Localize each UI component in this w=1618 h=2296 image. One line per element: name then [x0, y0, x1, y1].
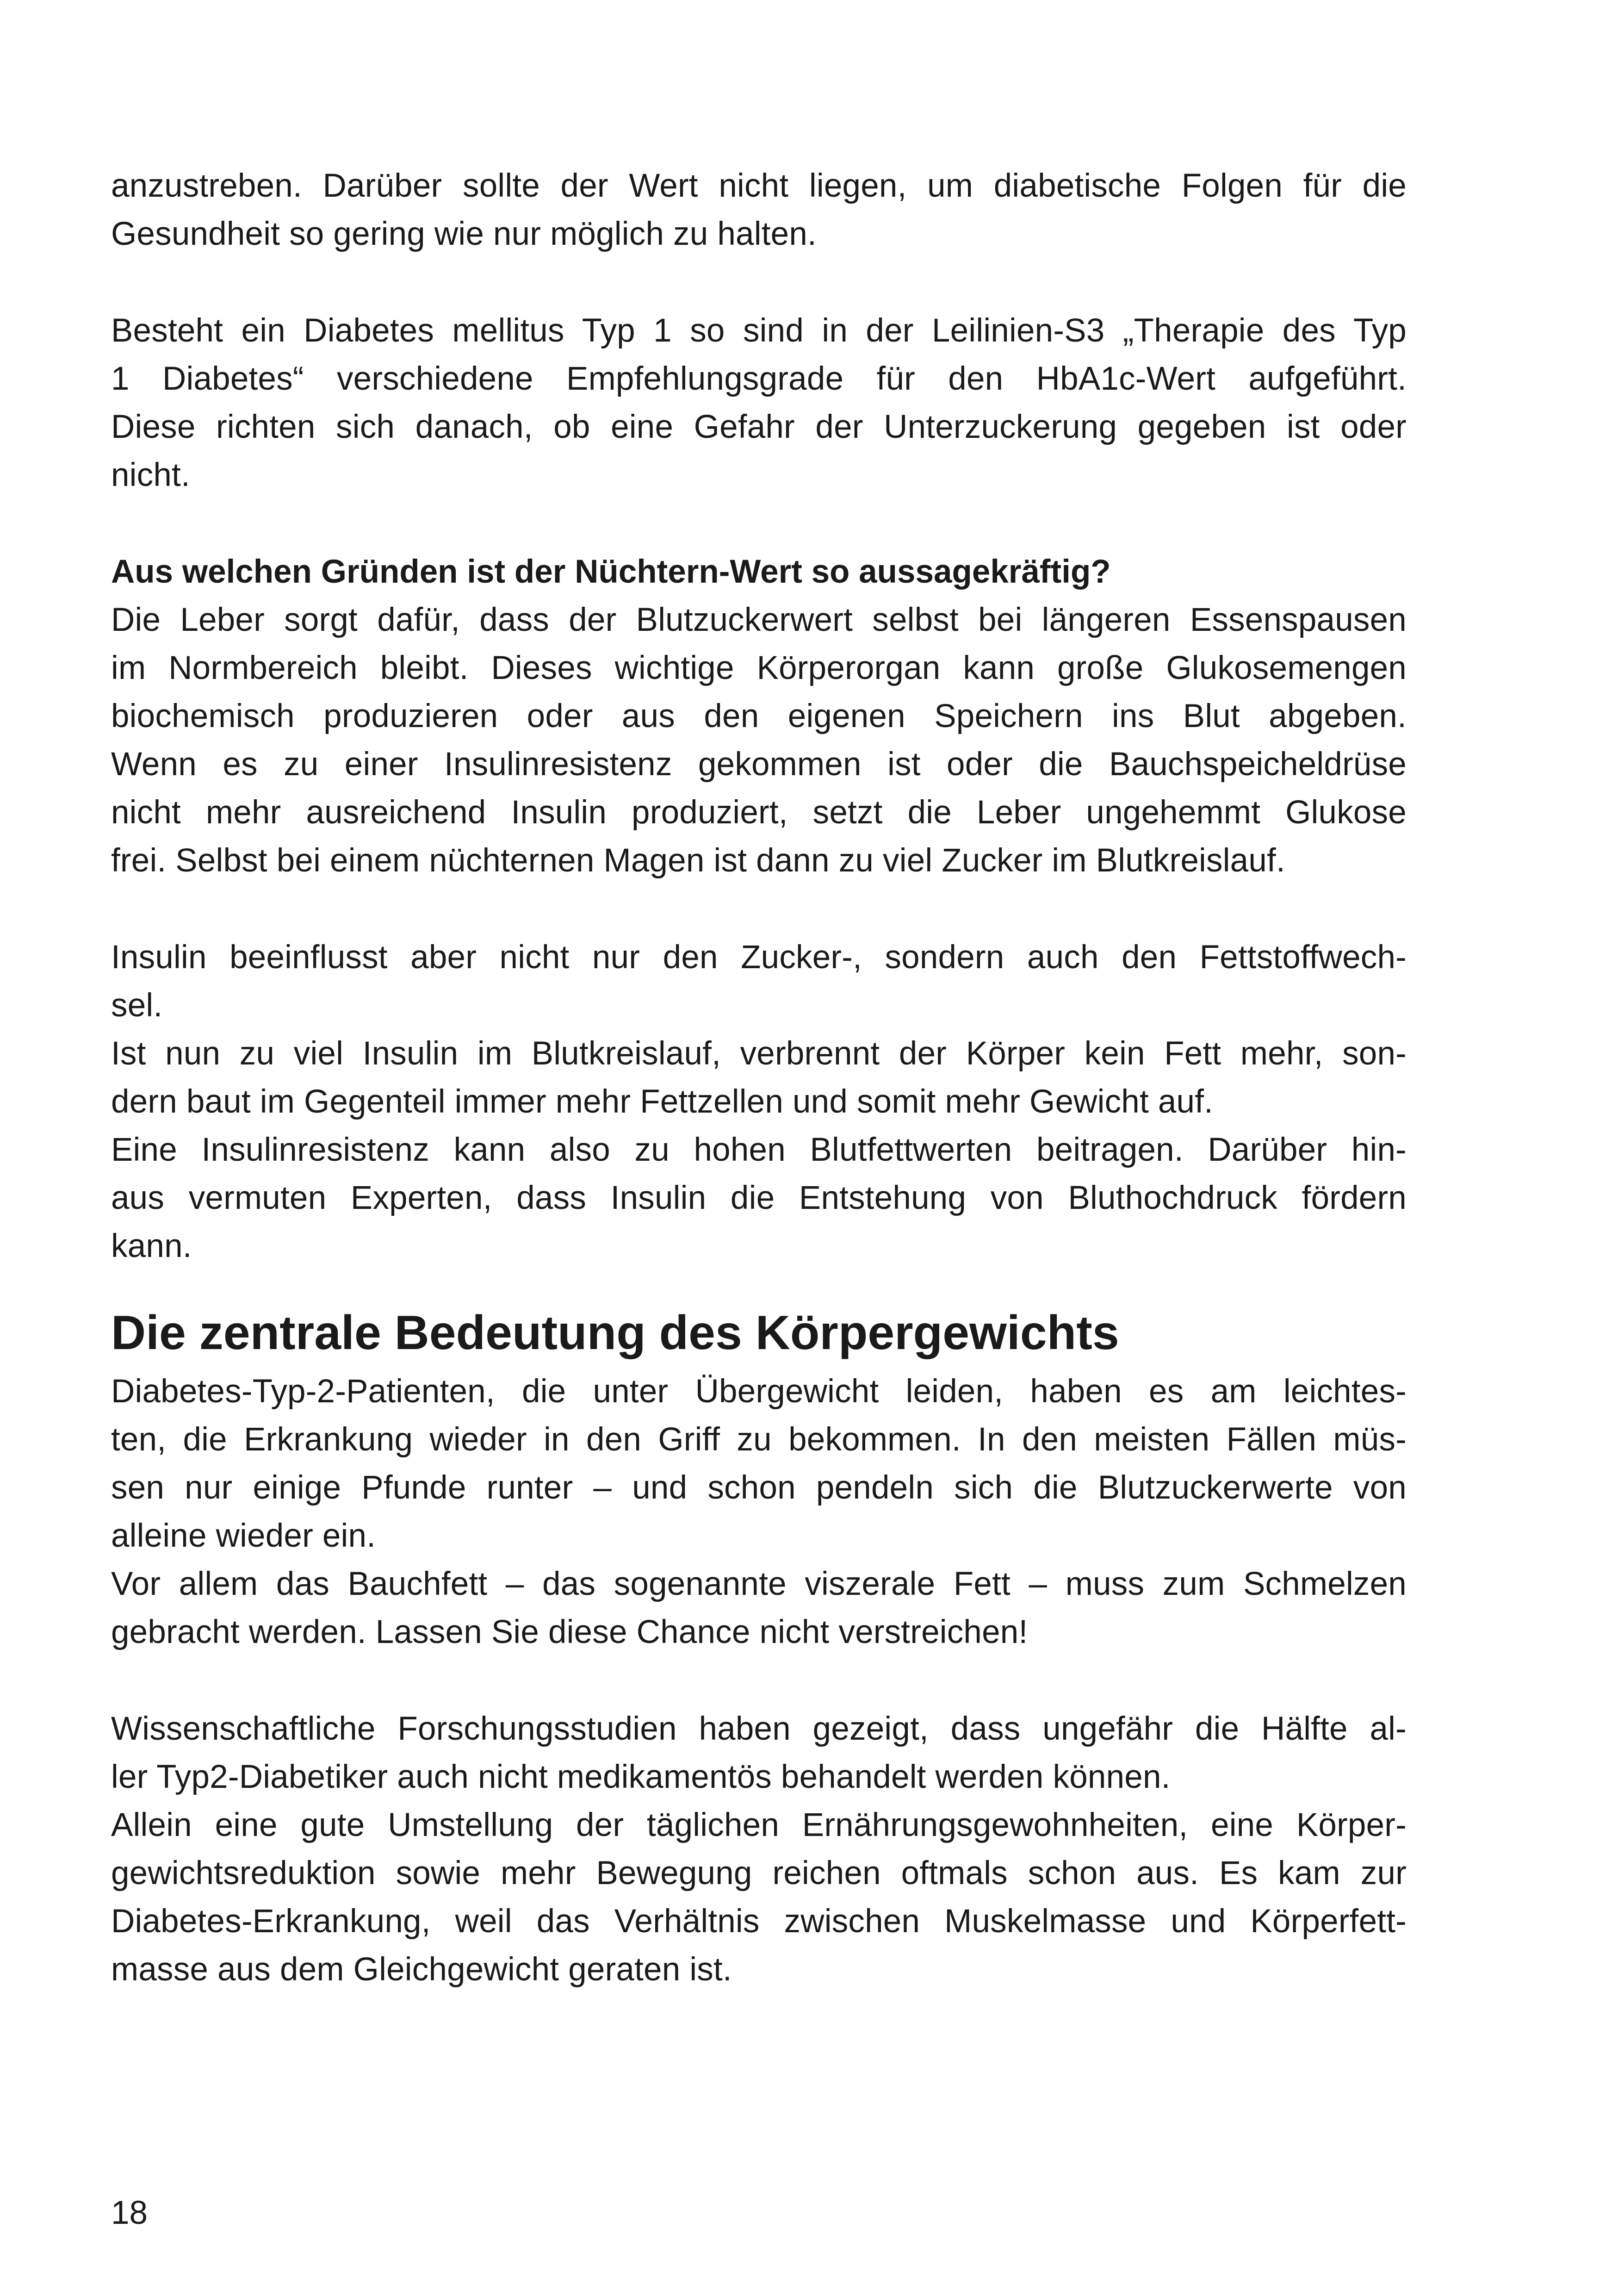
text-line: Diabetes-Typ-2-Patienten, die unter Übergewicht leiden, haben es am leichtes-: [111, 1373, 1407, 1410]
text-line: Insulin beeinflusst aber nicht nur den Zucker-, sondern auch den Fettstoffwech-: [111, 939, 1407, 976]
text-line: Vor allem das Bauchfett – das sogenannte viszerale Fett – muss zum Schmelzen: [111, 1566, 1407, 1602]
text-line: ler Typ2-Diabetiker auch nicht medikamentös behandelt werden können.: [111, 1759, 1171, 1795]
text-line: masse aus dem Gleichgewicht geraten ist.: [111, 1951, 732, 1988]
paragraph-weight: [111, 1368, 1407, 1656]
text-line: frei. Selbst bei einem nüchternen Magen ist dann zu viel Zucker im Blutkreislauf.: [111, 842, 1285, 879]
text-line: Diabetes-Erkrankung, weil das Verhältnis zwischen Muskelmasse und Körperfett-: [111, 1903, 1407, 1940]
text-line: sel.: [111, 987, 163, 1024]
paragraph-insulin: [111, 933, 1407, 1270]
text-line: Diese richten sich danach, ob eine Gefahr der Unterzuckerung gegeben ist oder: [111, 409, 1407, 445]
text-line: gewichtsreduktion sowie mehr Bewegung reichen oftmals schon aus. Es kam zur: [111, 1855, 1407, 1892]
paragraph-intro: [111, 162, 1407, 258]
paragraph-liver: [111, 596, 1407, 885]
text-line: Besteht ein Diabetes mellitus Typ 1 so sind in der Leilinien-S3 „Therapie des Typ: [111, 312, 1407, 349]
text-line: alleine wieder ein.: [111, 1518, 376, 1554]
text-line: dern baut im Gegenteil immer mehr Fettzellen und somit mehr Gewicht auf.: [111, 1083, 1214, 1120]
text-line: Eine Insulinresistenz kann also zu hohen Blutfettwerten beitragen. Darüber hin-: [111, 1132, 1407, 1168]
page-body: [111, 162, 1407, 1994]
page-number: 18: [111, 2195, 148, 2231]
section-heading: Die zentrale Bedeutung des Körpergewichts: [111, 1306, 1119, 1360]
subheading: Aus welchen Gründen ist der Nüchtern-Wert so aussagekräftig?: [111, 554, 1111, 590]
paragraph-studies: [111, 1705, 1407, 1994]
text-line: aus vermuten Experten, dass Insulin die Entstehung von Bluthochdruck fördern: [111, 1180, 1407, 1216]
text-line: nicht.: [111, 457, 190, 493]
text-line: anzustreben. Darüber sollte der Wert nicht liegen, um diabetische Folgen für die: [111, 168, 1407, 204]
text-line: Ist nun zu viel Insulin im Blutkreislauf, verbrennt der Körper kein Fett mehr, son-: [111, 1035, 1407, 1072]
text-line: Die Leber sorgt dafür, dass der Blutzuckerwert selbst bei längeren Essenspausen: [111, 602, 1407, 638]
text-line: Wenn es zu einer Insulinresistenz gekommen ist oder die Bauchspeicheldrüse: [111, 746, 1407, 783]
text-line: 1 Diabetes“ verschiedene Empfehlungsgrade für den HbA1c-Wert aufgeführt.: [111, 361, 1407, 397]
text-line: nicht mehr ausreichend Insulin produziert, setzt die Leber ungehemmt Glukose: [111, 794, 1407, 831]
text-line: Gesundheit so gering wie nur möglich zu halten.: [111, 216, 817, 252]
text-line: kann.: [111, 1228, 192, 1264]
paragraph-type1: [111, 307, 1407, 499]
text-line: biochemisch produzieren oder aus den eigenen Speichern ins Blut abgeben.: [111, 698, 1407, 734]
text-line: Allein eine gute Umstellung der täglichen Ernährungsgewohnheiten, eine Körper-: [111, 1807, 1407, 1843]
text-line: gebracht werden. Lassen Sie diese Chance nicht verstreichen!: [111, 1614, 1028, 1650]
text-line: sen nur einige Pfunde runter – und schon pendeln sich die Blutzuckerwerte von: [111, 1469, 1407, 1506]
text-line: im Normbereich bleibt. Dieses wichtige Körperorgan kann große Glukosemengen: [111, 650, 1407, 686]
text-line: Wissenschaftliche Forschungsstudien haben gezeigt, dass ungefähr die Hälfte al-: [111, 1711, 1407, 1747]
text-line: ten, die Erkrankung wieder in den Griff zu bekommen. In den meisten Fällen müs-: [111, 1421, 1407, 1458]
